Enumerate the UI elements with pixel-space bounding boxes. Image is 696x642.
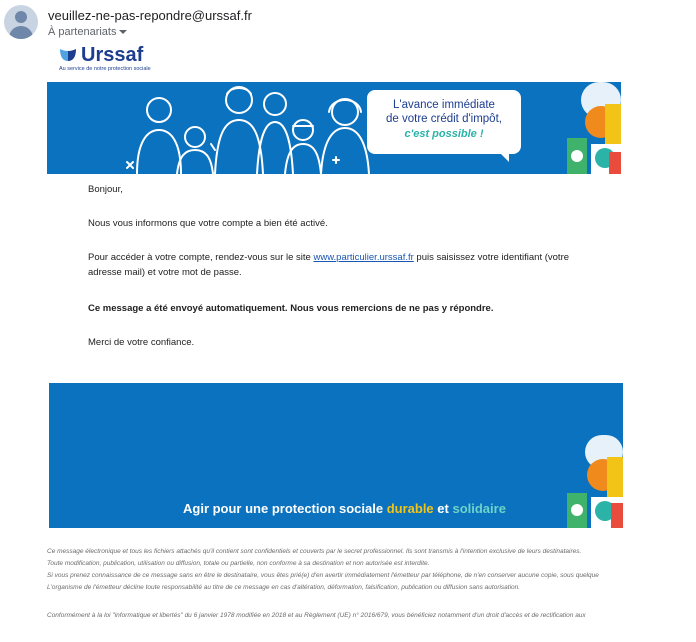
disclaimer-line-1: Ce message électronique et tous les fichiers attachés qu'il contient sont confidentiels et couverts par le secret professionnel. Ils sont transmis à l'intention exclusive de leurs destinataires. xyxy=(47,548,582,555)
urssaf-logo xyxy=(57,44,167,76)
motto-part-1: Agir pour une protection sociale xyxy=(183,501,387,516)
logo-wordmark: Urssaf xyxy=(81,44,144,66)
bubble-line-2: de votre crédit d'impôt, xyxy=(386,113,502,125)
bottom-banner xyxy=(49,383,623,528)
disclaimer-line-5: Conformément à la loi "informatique et libertés" du 6 janvier 1978 modifiée en 2018 et au Règlement (UE) n° 2016/679, vous bénéficiez notamment d'un droit d'accès et de rectification aux xyxy=(47,612,586,619)
motto-solidaire: solidaire xyxy=(452,501,506,516)
disclaimer-line-4: L'organisme de l'émetteur décline toute responsabilité au titre de ce message en cas d'altération, déformation, falsification, publication ou diffusion sans autorisation. xyxy=(47,584,521,591)
logo-tagline: Au service de notre protection sociale xyxy=(59,66,151,72)
paragraph-access-instructions xyxy=(88,250,569,280)
urssaf-logo-icon xyxy=(59,47,77,63)
sender-address[interactable]: veuillez-ne-pas-repondre@urssaf.fr xyxy=(48,8,252,23)
bubble-line-3: c'est possible ! xyxy=(404,128,484,140)
recipient-line[interactable] xyxy=(48,26,127,38)
bubble-tail xyxy=(499,152,509,162)
greeting: Bonjour, xyxy=(88,184,123,195)
access-text-after: puis saisissez votre identifiant (votre xyxy=(413,252,570,263)
recipient-label: À partenariats xyxy=(48,26,117,38)
disclaimer-line-3: Si vous prenez connaissance de ce message sans en être le destinataire, vous êtes prié(e) d'en avertir immédiatement l'émetteur par téléphone, de n'en conserver aucune copie, sous quelque xyxy=(47,572,599,579)
family-illustration xyxy=(107,82,407,174)
paragraph-auto-message: Ce message a été envoyé automatiquement. Nous vous remercions de ne pas y répondre. xyxy=(88,303,494,314)
banner-motto xyxy=(183,501,506,516)
avatar-head-shape xyxy=(15,11,27,23)
decorative-shapes-bottom xyxy=(563,383,623,528)
promo-speech-bubble xyxy=(367,90,521,154)
sender-avatar[interactable] xyxy=(4,5,38,39)
bubble-line-1: L'avance immédiate xyxy=(393,99,495,111)
disclaimer-line-2: Toute modification, publication, utilisation ou diffusion, totale ou partielle, non conforme à sa destination et non autorisée est interdite. xyxy=(47,560,430,567)
access-text-before: Pour accéder à votre compte, rendez-vous sur le site xyxy=(88,252,314,263)
paragraph-thanks: Merci de votre confiance. xyxy=(88,337,195,348)
particulier-link[interactable]: www.particulier.urssaf.fr xyxy=(313,252,414,263)
motto-durable: durable xyxy=(386,501,434,516)
chevron-down-icon[interactable] xyxy=(119,30,127,34)
paragraph-account-activated: Nous vous informons que votre compte a bien été activé. xyxy=(88,218,328,229)
decorative-shapes xyxy=(561,82,621,174)
motto-part-3: et xyxy=(433,501,453,516)
top-banner xyxy=(47,82,621,174)
access-text-line2: adresse mail) et votre mot de passe. xyxy=(88,267,242,278)
avatar-body-shape xyxy=(9,26,33,39)
